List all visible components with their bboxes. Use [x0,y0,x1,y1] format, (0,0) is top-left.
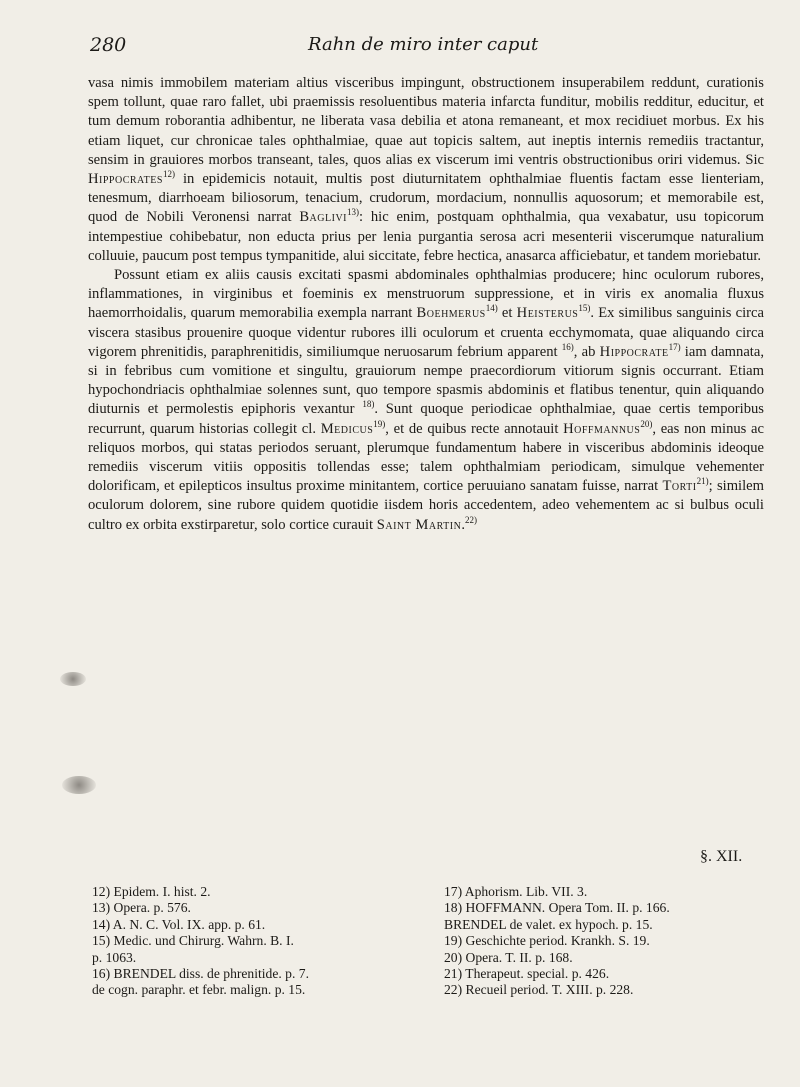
footnote-line: 12) Epidem. I. hist. 2. [92,884,211,899]
footnote-line: 15) Medic. und Chirurg. Wahrn. B. I. [92,933,294,949]
footnote-ref: 12) [162,169,175,180]
text-run: ; similem oculorum dolorem, sine rubore quidem quotidie iisdem horis accedentem, adeo vehementem ac si bulbus oculi cultro ex orbita exstirparetur, solo cortice curauit [88,478,764,533]
paragraph-1 [88,74,764,266]
footnote-line: 19) Geschichte period. Krankh. S. 19. [444,933,650,949]
paragraph-2 [88,266,764,535]
footnotes-left-column [92,884,412,999]
author-name: Hippocrates [88,171,163,188]
author-name: Heisterus [516,305,579,322]
page-number: 280 [90,34,127,56]
footnote-ref: 16) [561,341,574,352]
footnote-line: de cogn. paraphr. et febr. malign. p. 15. [92,982,306,998]
footnote-ref: 20) [640,418,653,429]
section-mark: §. XII. [700,848,743,865]
text-run: . [461,516,465,533]
text-run: iam damnata, si in febribus cum vomitione et singultu, grauiorum nempe praecordiorum vitiorum signis occurrant. Etiam hypochondriacis ophthalmiae solennes sunt, quo tempore spasmis abdominis et flatibus tenentur, quin aliquando diuturnis et permolestis epiphoris vexantur [88,343,764,418]
body-text [88,74,764,535]
author-name: Hippocrate [599,343,669,360]
author-name: Torti [662,478,697,495]
footnote-ref: 14) [485,303,498,314]
author-name: Hoffmannus [563,420,641,437]
footnote-line: 18) HOFFMANN. Opera Tom. II. p. 166. [444,900,670,916]
text-run: , eas non minus ac reliquos morbos, qui statas periodos seruant, plerumque fundamentum habere in visceribus abdominis ideoque remediis viscerum vitiis oppositis tollendas esse; talem ophthalmiam periodicam, simulque vehementer dolorificam, et epilepticos insultus proxime minitantem, cortice peruuiano sanatam fuisse, narrat [88,420,765,495]
text-run: vasa nimis immobilem materiam altius visceribus impingunt, obstructionem insuperabilem reddunt, curationis spem tollunt, quae raro fallet, ubi praemissis resoluentibus materia infarcta funditur, mobilis redditur, educitur, et tum demum roborantia adhibentur, ne liberata vasa debilia et atona remaneant, et mox recidiuet morbus. Ex his etiam liquet, cur chronicae tales ophthalmiae, quae aut topicis saltem, aut ineptis internis remediis tractantur, sensim in grauiores morbos transeant, tales, quos alias ex viscerum imi ventris obstructionibus oriri videmus. Sic [88,75,764,168]
page-header [78,34,768,60]
text-run: Possunt etiam ex aliis causis excitati spasmi abdominales ophthalmias producere; hinc oculorum rubores, inflammationes, in virginibus et foeminis ex menstruorum suppressione, et in viris ex anomalia fluxus haemorrhoidalis, quarum memorabilia exempla narrant [88,267,764,322]
text-run: . Sunt quoque periodicae ophthalmiae, quae certis temporibus recurrunt, quarum historias collegit cl. [88,401,764,437]
ink-smudge [60,672,86,686]
text-run: in epidemicis notauit, multis post diuturnitatem ophthalmiae fluentis factam esse lienteriam, tenesmum, diarrhoeam biliosorum, tenacium, crudorum, mordacium, nonnullis aquosorum; et memorabile est, quod de Nobili Veronensi narrat [88,171,764,226]
footnote-ref: 18) [362,399,375,410]
footnote-line: 22) Recueil period. T. XIII. p. 228. [444,982,634,998]
footnote-ref: 22) [464,514,477,525]
footnote-ref: 13) [347,207,359,218]
footnote-line: BRENDEL de valet. ex hypoch. p. 15. [444,916,653,932]
footnote-line: 17) Aphorism. Lib. VII. 3. [444,884,588,899]
author-name: Boehmerus [416,305,486,322]
text-run: . Ex similibus sanguinis circa viscera stasibus prouenire quoque videntur rubores illi oculorum et cruenta ecchymomata, quae aliquando circa vigorem phrenitidis, paraphrenitidis, similiumque neruosarum febrium apparent [88,305,764,360]
footnote-line: 14) A. N. C. Vol. IX. app. p. 61. [92,916,266,932]
text-run: et [497,305,517,322]
footnote-line: p. 1063. [92,949,137,965]
author-name: Medicus [320,420,374,437]
footnote-ref: 21) [696,476,709,487]
running-head: Rahn de miro inter caput [308,34,539,55]
footnote-line: 20) Opera. T. II. p. 168. [444,949,573,965]
text-run: , ab [573,343,600,360]
footnote-ref: 19) [373,418,386,429]
author-name: Baglivi [299,209,347,226]
footnotes-right-column [444,884,764,999]
footnote-ref: 15) [578,303,591,314]
footnote-line: 21) Therapeut. special. p. 426. [444,966,610,982]
ink-smudge [62,776,96,794]
footnote-line: 13) Opera. p. 576. [92,900,191,916]
footnote-line: 16) BRENDEL diss. de phrenitide. p. 7. [92,966,309,982]
footnote-ref: 17) [668,341,681,352]
text-run: : hic enim, postquam ophthalmia, qua vexabatur, usu topicorum intempestiue cohibebatur, non educta prius per lenia purgantia serosa acri mesenterii viscerumque naturalium colluuie, paucum post tempus tympanitide, alui siccitate, febre hectica, anasarca afficiebatur, et tandem moriebatur. [88,209,764,264]
author-name: Saint Martin [376,516,462,533]
text-run: , et de quibus recte annotauit [385,420,564,437]
